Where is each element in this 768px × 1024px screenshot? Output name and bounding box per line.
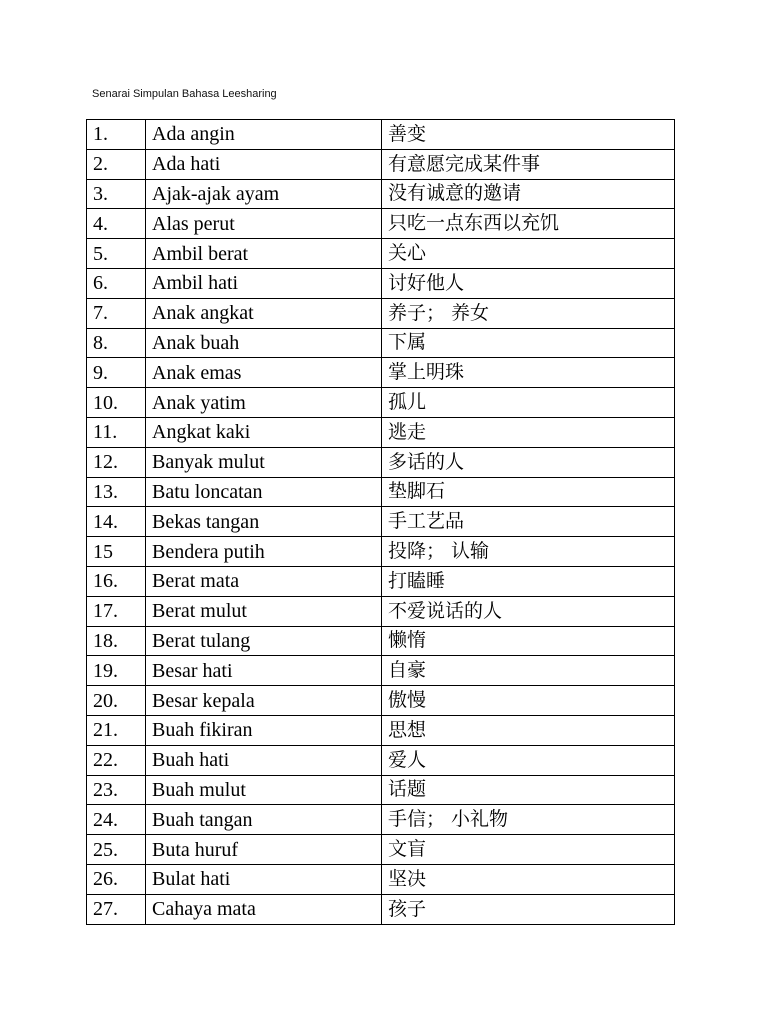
meaning-cell: 自豪 bbox=[382, 656, 675, 686]
phrase-cell: Cahaya mata bbox=[146, 894, 382, 924]
row-number-cell: 13. bbox=[87, 477, 146, 507]
row-number-cell: 11. bbox=[87, 417, 146, 447]
row-number-cell: 12. bbox=[87, 447, 146, 477]
meaning-cell: 思想 bbox=[382, 715, 675, 745]
meaning-cell: 打瞌睡 bbox=[382, 566, 675, 596]
phrase-cell: Ada angin bbox=[146, 120, 382, 150]
phrase-cell: Buah tangan bbox=[146, 805, 382, 835]
phrase-cell: Besar hati bbox=[146, 656, 382, 686]
row-number-cell: 15 bbox=[87, 537, 146, 567]
row-number-cell: 17. bbox=[87, 596, 146, 626]
row-number-cell: 23. bbox=[87, 775, 146, 805]
phrase-cell: Bulat hati bbox=[146, 864, 382, 894]
phrase-cell: Anak yatim bbox=[146, 388, 382, 418]
table-row bbox=[87, 417, 675, 447]
phrase-cell: Berat mulut bbox=[146, 596, 382, 626]
meaning-cell: 文盲 bbox=[382, 835, 675, 865]
table-row bbox=[87, 715, 675, 745]
row-number-cell: 18. bbox=[87, 626, 146, 656]
meaning-cell: 傲慢 bbox=[382, 686, 675, 716]
meaning-cell: 垫脚石 bbox=[382, 477, 675, 507]
table-row bbox=[87, 268, 675, 298]
idiom-table-body bbox=[87, 120, 675, 925]
phrase-cell: Banyak mulut bbox=[146, 447, 382, 477]
row-number-cell: 10. bbox=[87, 388, 146, 418]
table-row bbox=[87, 596, 675, 626]
table-row bbox=[87, 686, 675, 716]
table-row bbox=[87, 805, 675, 835]
table-row bbox=[87, 656, 675, 686]
meaning-cell: 善变 bbox=[382, 120, 675, 150]
table-row bbox=[87, 209, 675, 239]
table-row bbox=[87, 507, 675, 537]
row-number-cell: 6. bbox=[87, 268, 146, 298]
row-number-cell: 1. bbox=[87, 120, 146, 150]
page-title: Senarai Simpulan Bahasa Leesharing bbox=[92, 88, 277, 100]
phrase-cell: Batu loncatan bbox=[146, 477, 382, 507]
phrase-cell: Anak buah bbox=[146, 328, 382, 358]
meaning-cell: 逃走 bbox=[382, 417, 675, 447]
row-number-cell: 22. bbox=[87, 745, 146, 775]
meaning-cell: 手信； 小礼物 bbox=[382, 805, 675, 835]
meaning-cell: 投降； 认输 bbox=[382, 537, 675, 567]
meaning-cell: 爱人 bbox=[382, 745, 675, 775]
table-row bbox=[87, 179, 675, 209]
row-number-cell: 14. bbox=[87, 507, 146, 537]
phrase-cell: Ajak-ajak ayam bbox=[146, 179, 382, 209]
row-number-cell: 20. bbox=[87, 686, 146, 716]
table-row bbox=[87, 894, 675, 924]
table-row bbox=[87, 388, 675, 418]
idiom-table bbox=[86, 119, 675, 925]
meaning-cell: 话题 bbox=[382, 775, 675, 805]
table-row bbox=[87, 120, 675, 150]
row-number-cell: 24. bbox=[87, 805, 146, 835]
phrase-cell: Alas perut bbox=[146, 209, 382, 239]
phrase-cell: Bendera putih bbox=[146, 537, 382, 567]
table-row bbox=[87, 566, 675, 596]
table-row bbox=[87, 745, 675, 775]
phrase-cell: Buah hati bbox=[146, 745, 382, 775]
meaning-cell: 手工艺品 bbox=[382, 507, 675, 537]
row-number-cell: 21. bbox=[87, 715, 146, 745]
meaning-cell: 没有诚意的邀请 bbox=[382, 179, 675, 209]
meaning-cell: 孤儿 bbox=[382, 388, 675, 418]
row-number-cell: 3. bbox=[87, 179, 146, 209]
row-number-cell: 5. bbox=[87, 239, 146, 269]
meaning-cell: 只吃一点东西以充饥 bbox=[382, 209, 675, 239]
phrase-cell: Besar kepala bbox=[146, 686, 382, 716]
meaning-cell: 坚决 bbox=[382, 864, 675, 894]
table-row bbox=[87, 298, 675, 328]
phrase-cell: Anak emas bbox=[146, 358, 382, 388]
table-row bbox=[87, 149, 675, 179]
table-row bbox=[87, 626, 675, 656]
row-number-cell: 7. bbox=[87, 298, 146, 328]
table-row bbox=[87, 835, 675, 865]
phrase-cell: Buah mulut bbox=[146, 775, 382, 805]
phrase-cell: Berat tulang bbox=[146, 626, 382, 656]
phrase-cell: Ambil berat bbox=[146, 239, 382, 269]
meaning-cell: 下属 bbox=[382, 328, 675, 358]
phrase-cell: Ambil hati bbox=[146, 268, 382, 298]
table-row bbox=[87, 328, 675, 358]
row-number-cell: 4. bbox=[87, 209, 146, 239]
phrase-cell: Buta huruf bbox=[146, 835, 382, 865]
row-number-cell: 27. bbox=[87, 894, 146, 924]
table-row bbox=[87, 477, 675, 507]
phrase-cell: Angkat kaki bbox=[146, 417, 382, 447]
meaning-cell: 孩子 bbox=[382, 894, 675, 924]
phrase-cell: Buah fikiran bbox=[146, 715, 382, 745]
phrase-cell: Berat mata bbox=[146, 566, 382, 596]
row-number-cell: 2. bbox=[87, 149, 146, 179]
table-row bbox=[87, 239, 675, 269]
phrase-cell: Ada hati bbox=[146, 149, 382, 179]
meaning-cell: 懒惰 bbox=[382, 626, 675, 656]
row-number-cell: 8. bbox=[87, 328, 146, 358]
meaning-cell: 养子； 养女 bbox=[382, 298, 675, 328]
meaning-cell: 不爱说话的人 bbox=[382, 596, 675, 626]
row-number-cell: 25. bbox=[87, 835, 146, 865]
row-number-cell: 19. bbox=[87, 656, 146, 686]
row-number-cell: 16. bbox=[87, 566, 146, 596]
table-row bbox=[87, 537, 675, 567]
table-row bbox=[87, 775, 675, 805]
meaning-cell: 关心 bbox=[382, 239, 675, 269]
row-number-cell: 26. bbox=[87, 864, 146, 894]
phrase-cell: Anak angkat bbox=[146, 298, 382, 328]
meaning-cell: 掌上明珠 bbox=[382, 358, 675, 388]
meaning-cell: 有意愿完成某件事 bbox=[382, 149, 675, 179]
table-row bbox=[87, 864, 675, 894]
meaning-cell: 讨好他人 bbox=[382, 268, 675, 298]
phrase-cell: Bekas tangan bbox=[146, 507, 382, 537]
table-row bbox=[87, 447, 675, 477]
table-row bbox=[87, 358, 675, 388]
row-number-cell: 9. bbox=[87, 358, 146, 388]
meaning-cell: 多话的人 bbox=[382, 447, 675, 477]
